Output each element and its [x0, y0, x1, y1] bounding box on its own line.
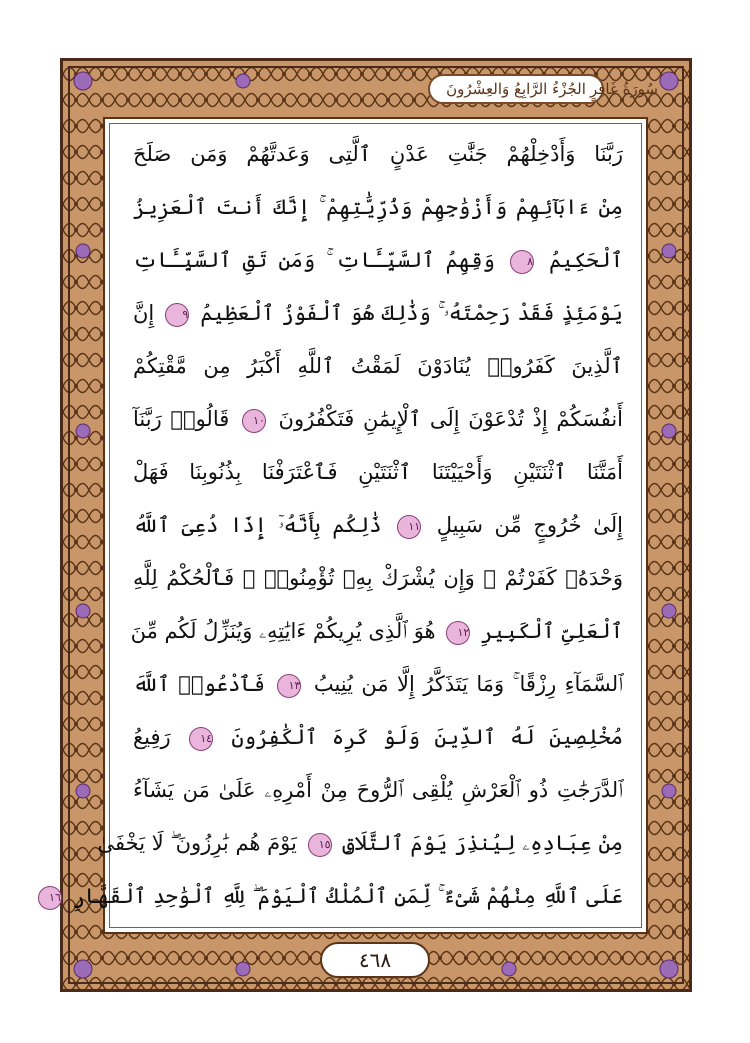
ayah-number-marker: ٩ [165, 303, 189, 327]
ayah-number-marker: ٨ [510, 250, 534, 274]
juz-label: الجُزْءُ الرَّابِعُ وَالعِشْرُونَ [446, 80, 586, 98]
verse-line: عَلَى ٱللَّهِ مِنْهُمْ شَىْءٌ ۚ لِّمَنِ ٱلْمُلْكُ ٱلْيَوْمَ ۖ لِلَّهِ ٱلْوَٰحِدِ ٱلْقَهَّارِ ١٦ [133, 871, 623, 921]
verse-line: ٱلْعَلِىِّ ٱلْكَبِيرِ ١٢ هُوَ ٱلَّذِى يُرِيكُمْ ءَايَٰتِهِۦ وَيُنَزِّلُ لَكُم مِّنَ [130, 619, 623, 643]
ayah-number-marker: ١٥ [308, 833, 332, 857]
verse-line: إِلَىٰ خُرُوجٍ مِّن سَبِيلٍ ١١ ذَٰلِكُم بِأَنَّهُۥٓ إِذَا دُعِىَ ٱللَّهُ [133, 513, 623, 537]
verse-line: يَوْمَئِذٍ فَقَدْ رَحِمْتَهُۥ ۚ وَذَٰلِكَ هُوَ ٱلْفَوْزُ ٱلْعَظِيمُ ٩ إِنَّ [133, 301, 623, 325]
ayah-number-marker: ١٤ [189, 727, 213, 751]
verse-line: مِنْ ءَابَآئِهِمْ وَأَزْوَٰجِهِمْ وَذُرِّيَّٰتِهِمْ ۚ إِنَّكَ أَنتَ ٱلْعَزِيزُ [133, 195, 623, 219]
ayah-number-marker: ١٢ [446, 621, 470, 645]
ayah-number-marker: ١٠ [242, 409, 266, 433]
verse-line: أَنفُسَكُمْ إِذْ تُدْعَوْنَ إِلَى ٱلْإِيمَٰنِ فَتَكْفُرُونَ ١٠ قَالُوا۟ رَبَّنَآ [133, 407, 623, 431]
ayah-number-marker: ١٦ [38, 886, 62, 910]
verse-line: ٱلدَّرَجَٰتِ ذُو ٱلْعَرْشِ يُلْقِى ٱلرُّوحَ مِنْ أَمْرِهِۦ عَلَىٰ مَن يَشَآءُ [133, 778, 623, 802]
ayah-number-marker: ١٣ [277, 674, 301, 698]
verse-line: ٱلسَّمَآءِ رِزْقًا ۚ وَمَا يَتَذَكَّرُ إِلَّا مَن يُنِيبُ ١٣ فَٱدْعُوا۟ ٱللَّهَ [133, 672, 623, 696]
verse-line: أَمَتَّنَا ٱثْنَتَيْنِ وَأَحْيَيْتَنَا ٱثْنَتَيْنِ فَٱعْتَرَفْنَا بِذُنُوبِنَا فَهَلْ [133, 460, 623, 484]
page-header [80, 68, 672, 112]
verse-line: رَبَّنَا وَأَدْخِلْهُمْ جَنَّٰتِ عَدْنٍ ٱلَّتِى وَعَدتَّهُمْ وَمَن صَلَحَ [133, 142, 623, 166]
verse-line: وَحْدَهُۥ كَفَرْتُمْ ۖ وَإِن يُشْرَكْ بِهِۦ تُؤْمِنُوا۟ ۚ فَٱلْحُكْمُ لِلَّهِ [133, 566, 623, 590]
page-number: ٤٦٨ [320, 942, 430, 978]
juz-label-box [428, 74, 604, 104]
text-panel [49, 117, 648, 934]
verse-line: مُخْلِصِينَ لَهُ ٱلدِّينَ وَلَوْ كَرِهَ ٱلْكَٰفِرُونَ ١٤ رَفِيعُ [133, 725, 623, 749]
ayah-number-marker: ١١ [397, 515, 421, 539]
verse-line: ٱلَّذِينَ كَفَرُوا۟ يُنَادَوْنَ لَمَقْتُ ٱللَّهِ أَكْبَرُ مِن مَّقْتِكُمْ [133, 354, 623, 378]
surah-label: سُورَةُ غَافِرٍ [589, 80, 658, 98]
verse-line: مِنْ عِبَادِهِۦ لِيُنذِرَ يَوْمَ ٱلتَّلَاقِ ١٥ يَوْمَ هُم بَٰرِزُونَ ۖ لَا يَخْفَىٰ [97, 831, 623, 855]
verse-line: ٱلْحَكِيمُ ٨ وَقِهِمُ ٱلسَّيِّـَٔاتِ ۚ وَمَن تَقِ ٱلسَّيِّـَٔاتِ [133, 248, 623, 272]
